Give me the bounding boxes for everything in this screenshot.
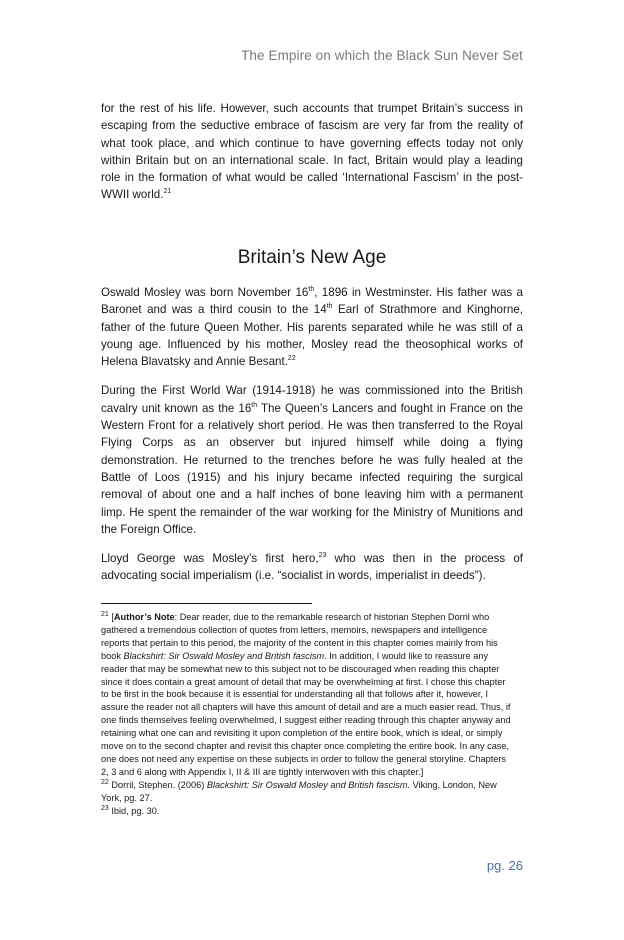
p3-text-b: who was then in the process of advocating social imperialism (i.e. “socialist in words, imperialist in deeds”). — [101, 552, 523, 583]
p1-text-a: Oswald Mosley was born November 16 — [101, 286, 309, 299]
p2-text-b: The Queen’s Lancers and fought in France on the Western Front for a relatively short period. He was then transferred to the Royal Flying Corps as an observer but injured himself while doing a flying demonstration. He returned to the trenches before he was fully healed at the Battle of Loos (1915) and his injury became infected requiring the surgical removal of about one and a half inches of bone leaving him with a permanent limp. He spent the remainder of the war working for the Ministry of Munitions and the Foreign Office. — [101, 401, 523, 536]
footnote-22-text-1: Dorril, Stephen. (2006) — [108, 779, 207, 790]
running-title: The Empire on which the Black Sun Never Set — [241, 48, 523, 63]
opening-paragraph — [101, 100, 523, 204]
paragraph-1 — [101, 284, 523, 370]
page-number: pg. 26 — [486, 858, 523, 873]
p1-text-b: , 1896 in Westminster. His father was a Baronet and was a third cousin to the 14 — [101, 286, 523, 317]
footnote-23-number: 23 — [101, 804, 109, 812]
footnote-ref-22[interactable]: 22 — [287, 355, 296, 363]
paragraph-2 — [101, 382, 523, 538]
footnote-ref-21[interactable]: 21 — [163, 188, 172, 196]
footnote-21-label: Author’s Note — [113, 612, 175, 622]
footnote-divider — [101, 603, 312, 604]
footnote-21-bracket: [ — [108, 612, 114, 622]
opening-text — [101, 100, 523, 216]
footnote-21 — [101, 611, 515, 779]
footnote-ref-23[interactable]: 23 — [318, 552, 327, 560]
paragraph-3 — [101, 550, 523, 585]
p2-ordinal: th — [251, 401, 258, 409]
footnote-22-text-2: . Viking, London, New York, pg. 27. — [101, 779, 497, 803]
p2-text-a: During the First World War (1914-1918) he was commissioned into the British cavalry unit known as the 16 — [101, 384, 523, 415]
p3-text-a: Lloyd George was Mosley’s first hero, — [101, 552, 319, 566]
section-title: Britain’s New Age — [237, 247, 387, 268]
footnote-22 — [101, 779, 515, 805]
p1-text-c: Earl of Strathmore and Kinghorne, father of the future Queen Mother. His parents separated while he was still of a young age. Influenced by his mother, Mosley read the theosophical works of Helena Blavatsky and Annie Besant. — [101, 303, 523, 369]
footnote-22-number: 22 — [101, 778, 109, 786]
footnote-21-book-title: Blackshirt: Sir Oswald Mosley and British fascism — [123, 650, 325, 661]
footnote-21-text-2: . In addition, I would like to reassure any reader that may be somewhat new to this subject not to be discouraged when reading this chapter since it does contain a great amount of detail that may be overwhelming at first. I chose this chapter to be first in the book because it is essential for understanding all that follows after it, however, I assure the reader not all chapters will have this amount of detail and are a much easier read. Thus, if one finds themselves feeling overwhelmed, I suggest either reading through this chapter anyway and retaining what one can and revisiting it upon completion of the entire book, which is ideal, or simply move on to the second chapter and revisit this chapter once completing the entire book. In any case, one does not need any expertise on these subjects in order to follow the general storyline. Chapters 2, 3 and 6 along with Appendix I, II & III are tightly interwoven with this chapter.] — [101, 650, 511, 777]
footnote-21-text-1: : Dear reader, due to the remarkable research of historian Stephen Dorril who gathered a tremendous collection of quotes from letters, memoirs, newspapers and intelligence reports that pertain to this period, the majority of the content in this chapter comes mainly from his book — [101, 612, 498, 661]
opening-paragraph-text: for the rest of his life. However, such accounts that trumpet Britain’s success in escaping from the seductive embrace of fascism are very far from the reality of what took place, and which continue to have governing effects today not only within Britain but on an international scale. In fact, Britain would play a leading role in the formation of what would be called ‘International Fascism’ in the post-WWII world. — [101, 102, 523, 202]
section-body — [101, 284, 523, 597]
footnote-21-number: 21 — [101, 610, 109, 618]
footnote-23 — [101, 805, 515, 818]
footnote-22-book-title: Blackshirt: Sir Oswald Mosley and British fascism — [206, 779, 408, 790]
p1-ordinal-1: th — [308, 286, 315, 294]
footnotes — [101, 611, 515, 818]
p1-ordinal-2: th — [326, 303, 333, 311]
footnote-23-text: Ibid, pg. 30. — [108, 805, 160, 816]
